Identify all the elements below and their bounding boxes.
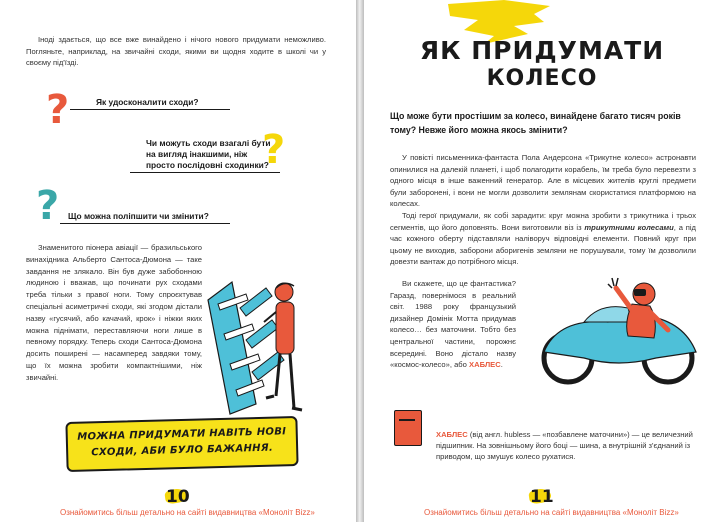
p2-text: Тоді герої придумали, як собі зарадити: круг можна зробити з трикутника і трьох сегментів, що його доповнять. Вони виготовили віз із трикутними колесами, а під час кожного оберту підставляли наліворуч відповідні елементи. Повний круг при цьому не виходив, заборони аборигенів земляни не порушували, тому їм дозволили довезти вантаж до потрібного місця.	[390, 210, 696, 267]
definition-term: ХАБЛЕС	[436, 430, 468, 439]
callout-text: МОЖНА ПРИДУМАТИ НАВІТЬ НОВІ СХОДИ, АБИ БУЛО БАЖАННЯ.	[77, 426, 287, 459]
body-paragraph	[26, 242, 202, 384]
body-text: Знаменитого піонера авіації — бразильського винахідника Альберто Сантоса-Дюмона — таке завдання не злякало. Він був дуже забобонною людиною і вважав, що починати рух сходами треба тільки з правої ноги. Тому спроєктував спеціальні асиметричні сходи, які згодом дістали назву «гусячий, або качачий, крок» і ніжки яких можна піднімати, переставляючи ноги лише в певному порядку. Теперь сходи Сантоса-Дюмона досить поширені — насамперед завдяки тому, що їх можна зробити компактнішими, ніж звичайні.	[26, 243, 202, 382]
question-mark-icon-yellow: ?	[262, 127, 286, 173]
p3-text: Ви скажете, що це фантастика? Гаразд, повернімося в реальний світ. 1988 року французький дизайнер Домінік Мотта придумав колесо… без маточини. Тобто без центральної частини, порожнє всередині. Воно дістало назву «космос-колесо», або ХАБЛЕС.	[390, 279, 516, 370]
footer-link[interactable]: Ознайомитись більш детально на сайті видавництва «Моноліт Bizz»	[424, 508, 679, 517]
definition-text: (від англ. hubless — «позбавлене маточини») — це величезний підшипник. На зовнішньому його боці — шина, а внутрішній з'єднаний із приводом, що змушує колесо рухатися.	[436, 430, 693, 461]
question-2-underline	[130, 172, 280, 173]
body-paragraph-1	[390, 152, 696, 268]
left-page	[0, 0, 356, 522]
title-line-2: КОЛЕСО	[486, 66, 598, 91]
footer-link[interactable]: Ознайомитись більш детально на сайті видавництва «Моноліт Bizz»	[60, 508, 315, 517]
p2-emphasis: трикутними колесами	[584, 222, 674, 232]
intro-text: Іноді здається, що все вже винайдено і нічого нового придумати неможливо. Погляньте, наприклад, на звичайні сходи, якими ви щодня ходите в школі чи у своєму під'їзді.	[26, 35, 326, 68]
stairs-illustration	[206, 278, 318, 416]
book-gutter	[356, 0, 364, 522]
question-1: Як удосконалити сходи?	[96, 97, 199, 107]
question-3-underline	[60, 223, 230, 224]
lead-question: Що може бути простішим за колесо, винайдене багато тисяч років тому? Невже його можна якось змінити?	[390, 111, 681, 135]
definition	[436, 429, 698, 462]
title-line-1: ЯК ПРИДУМАТИ	[419, 36, 665, 65]
intro-paragraph	[26, 34, 326, 69]
question-3: Що можна поліпшити чи змінити?	[68, 211, 209, 221]
book-icon	[394, 410, 422, 446]
callout-box	[65, 416, 298, 472]
page-number: 10	[166, 487, 190, 507]
asymmetric-stairs	[208, 282, 284, 414]
right-page	[364, 0, 720, 522]
page-number: 11	[530, 487, 554, 507]
hubless-term: ХАБЛЕС	[469, 360, 501, 370]
person-figure	[264, 283, 302, 410]
question-2: Чи можуть сходи взагалі бути на вигляд інакшими, ніж просто послідовні сходинки?	[146, 138, 271, 170]
question-mark-icon-orange: ?	[46, 87, 70, 133]
body-paragraph-3	[390, 278, 516, 371]
p1-text: У повісті письменника-фантаста Пола Андерсона «Трикутне колесо» астронавти опинилися на далекій планеті, і щоб полагодити корабель, їм треба було перевезти з одного місця в інше важенний генератор. Але в місцевих жителів круглі предмети були заборонені, і вони не могли дозволити землянам скористатися платформою на колесах.	[390, 153, 696, 209]
question-mark-icon-teal: ?	[36, 183, 60, 229]
question-1-underline	[70, 109, 230, 110]
motorcycle-illustration	[528, 272, 708, 390]
